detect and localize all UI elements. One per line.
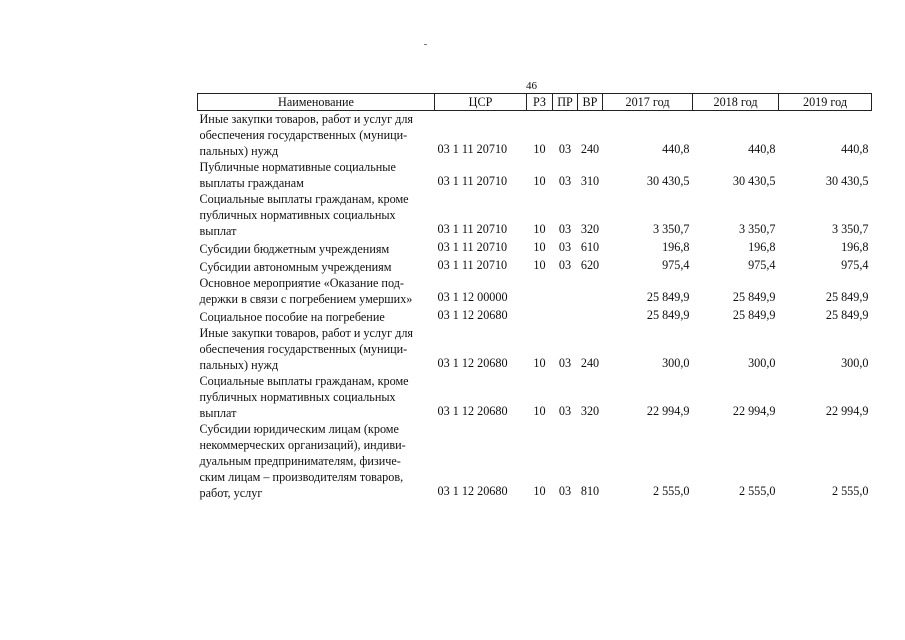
row-value-2018: 30 430,5 [732,174,776,188]
scan-speck [424,44,427,45]
budget-table [197,93,872,501]
row-name-line: Субсидии бюджетным учреждениям [199,242,390,256]
row-value-2017: 440,8 [662,142,690,156]
row-vr [578,275,603,307]
row-name [198,307,435,325]
row-name-line: Субсидии автономным учреждениям [199,260,392,274]
row-name-line: Социальное пособие на погребение [199,310,385,324]
row-name-line: выплат [199,406,237,420]
row-rz: 10 [533,258,546,272]
row-value-2018: 440,8 [748,142,776,156]
row-vr: 320 [580,222,600,236]
table-row [198,191,872,239]
row-value-2019: 975,4 [841,258,869,272]
row-value-2017: 25 849,9 [646,290,690,304]
row-csr: 03 1 11 20710 [437,222,508,236]
row-value-2017: 196,8 [662,240,690,254]
row-pr: 03 [558,174,572,188]
header-2017: 2017 год [603,94,693,111]
row-csr: 03 1 12 20680 [437,404,508,418]
row-value-2019: 300,0 [841,356,869,370]
row-pr: 03 [558,142,572,156]
row-value-2019: 3 350,7 [831,222,869,236]
row-rz: 10 [533,484,546,498]
row-name-line: Социальные выплаты гражданам, кроме [199,192,409,206]
row-value-2019: 22 994,9 [825,404,869,418]
row-vr: 310 [580,174,600,188]
row-rz: 10 [533,142,546,156]
header-name: Наименование [198,94,435,111]
row-csr: 03 1 12 00000 [437,290,508,304]
header-csr: ЦСР [435,94,527,111]
row-name-line: публичных нормативных социальных [199,208,396,222]
header-rz: РЗ [527,94,553,111]
header-2019: 2019 год [779,94,872,111]
row-name-line: работ, услуг [199,486,263,500]
row-name-line: некоммерческих организаций), индиви- [199,438,406,452]
row-value-2019: 25 849,9 [825,290,869,304]
row-name [198,275,435,307]
row-rz: 10 [533,356,546,370]
row-vr: 240 [580,142,600,156]
row-value-2018: 300,0 [748,356,776,370]
table-header-row [198,94,872,111]
row-name-line: дуальным предпринимателям, физиче- [199,454,401,468]
row-name-line: Иные закупки товаров, работ и услуг для [199,326,414,340]
row-name [198,325,435,373]
row-name-line: Субсидии юридическим лицам (кроме [199,422,399,436]
row-value-2017: 22 994,9 [646,404,690,418]
row-rz [527,307,553,325]
row-value-2019: 25 849,9 [825,308,869,322]
row-pr: 03 [558,240,572,254]
row-rz: 10 [533,404,546,418]
row-value-2018: 25 849,9 [732,290,776,304]
row-value-2017: 2 555,0 [652,484,690,498]
row-csr: 03 1 12 20680 [437,356,508,370]
row-name-line: пальных) нужд [199,358,279,372]
header-2018: 2018 год [693,94,779,111]
row-name-line: выплат [199,224,237,238]
row-name-line: обеспечения государственных (муници- [199,342,408,356]
row-vr: 240 [580,356,600,370]
row-value-2018: 975,4 [748,258,776,272]
row-rz [527,275,553,307]
row-value-2017: 3 350,7 [652,222,690,236]
row-csr: 03 1 11 20710 [437,258,508,272]
row-pr: 03 [558,222,572,236]
row-csr: 03 1 12 20680 [437,308,508,322]
row-csr: 03 1 11 20710 [437,142,508,156]
row-csr: 03 1 12 20680 [437,484,508,498]
row-value-2019: 2 555,0 [831,484,869,498]
row-vr: 610 [580,240,600,254]
row-csr: 03 1 11 20710 [437,174,508,188]
row-name [198,257,435,275]
row-pr: 03 [558,404,572,418]
header-pr: ПР [553,94,578,111]
row-value-2018: 2 555,0 [738,484,776,498]
row-value-2019: 440,8 [841,142,869,156]
row-name-line: выплаты гражданам [199,176,304,190]
header-vr: ВР [578,94,603,111]
row-name-line: держки в связи с погребением умерших» [199,292,413,306]
row-pr: 03 [558,484,572,498]
row-rz: 10 [533,222,546,236]
row-name-line: публичных нормативных социальных [199,390,396,404]
table-row [198,373,872,421]
row-name-line: Основное мероприятие «Оказание под- [199,276,404,290]
row-csr: 03 1 11 20710 [437,240,508,254]
row-vr [578,307,603,325]
row-value-2018: 25 849,9 [732,308,776,322]
row-name-line: Публичные нормативные социальные [199,160,396,174]
row-pr [553,307,578,325]
row-name [198,159,435,191]
row-name-line: обеспечения государственных (муници- [199,128,408,142]
row-value-2018: 3 350,7 [738,222,776,236]
row-name [198,239,435,257]
table-row [198,421,872,501]
row-name-line: ским лицам – производителям товаров, [199,470,404,484]
row-value-2017: 300,0 [662,356,690,370]
table-row [198,325,872,373]
table-row [198,111,872,160]
row-pr: 03 [558,258,572,272]
row-value-2019: 30 430,5 [825,174,869,188]
row-vr: 320 [580,404,600,418]
row-name-line: Иные закупки товаров, работ и услуг для [199,112,414,126]
row-name [198,191,435,239]
table-row [198,159,872,191]
row-value-2018: 196,8 [748,240,776,254]
row-value-2017: 25 849,9 [646,308,690,322]
row-rz: 10 [533,174,546,188]
row-name-line: пальных) нужд [199,144,279,158]
row-name [198,111,435,160]
row-vr: 810 [580,484,600,498]
table-row [198,257,872,275]
row-value-2019: 196,8 [841,240,869,254]
row-vr: 620 [580,258,600,272]
table-row [198,307,872,325]
row-name [198,373,435,421]
row-value-2018: 22 994,9 [732,404,776,418]
table-row [198,239,872,257]
row-pr: 03 [558,356,572,370]
row-rz: 10 [533,240,546,254]
table-row [198,275,872,307]
row-value-2017: 975,4 [662,258,690,272]
row-name-line: Социальные выплаты гражданам, кроме [199,374,409,388]
row-name [198,421,435,501]
row-value-2017: 30 430,5 [646,174,690,188]
row-pr [553,275,578,307]
page-number: 46 [526,80,537,92]
